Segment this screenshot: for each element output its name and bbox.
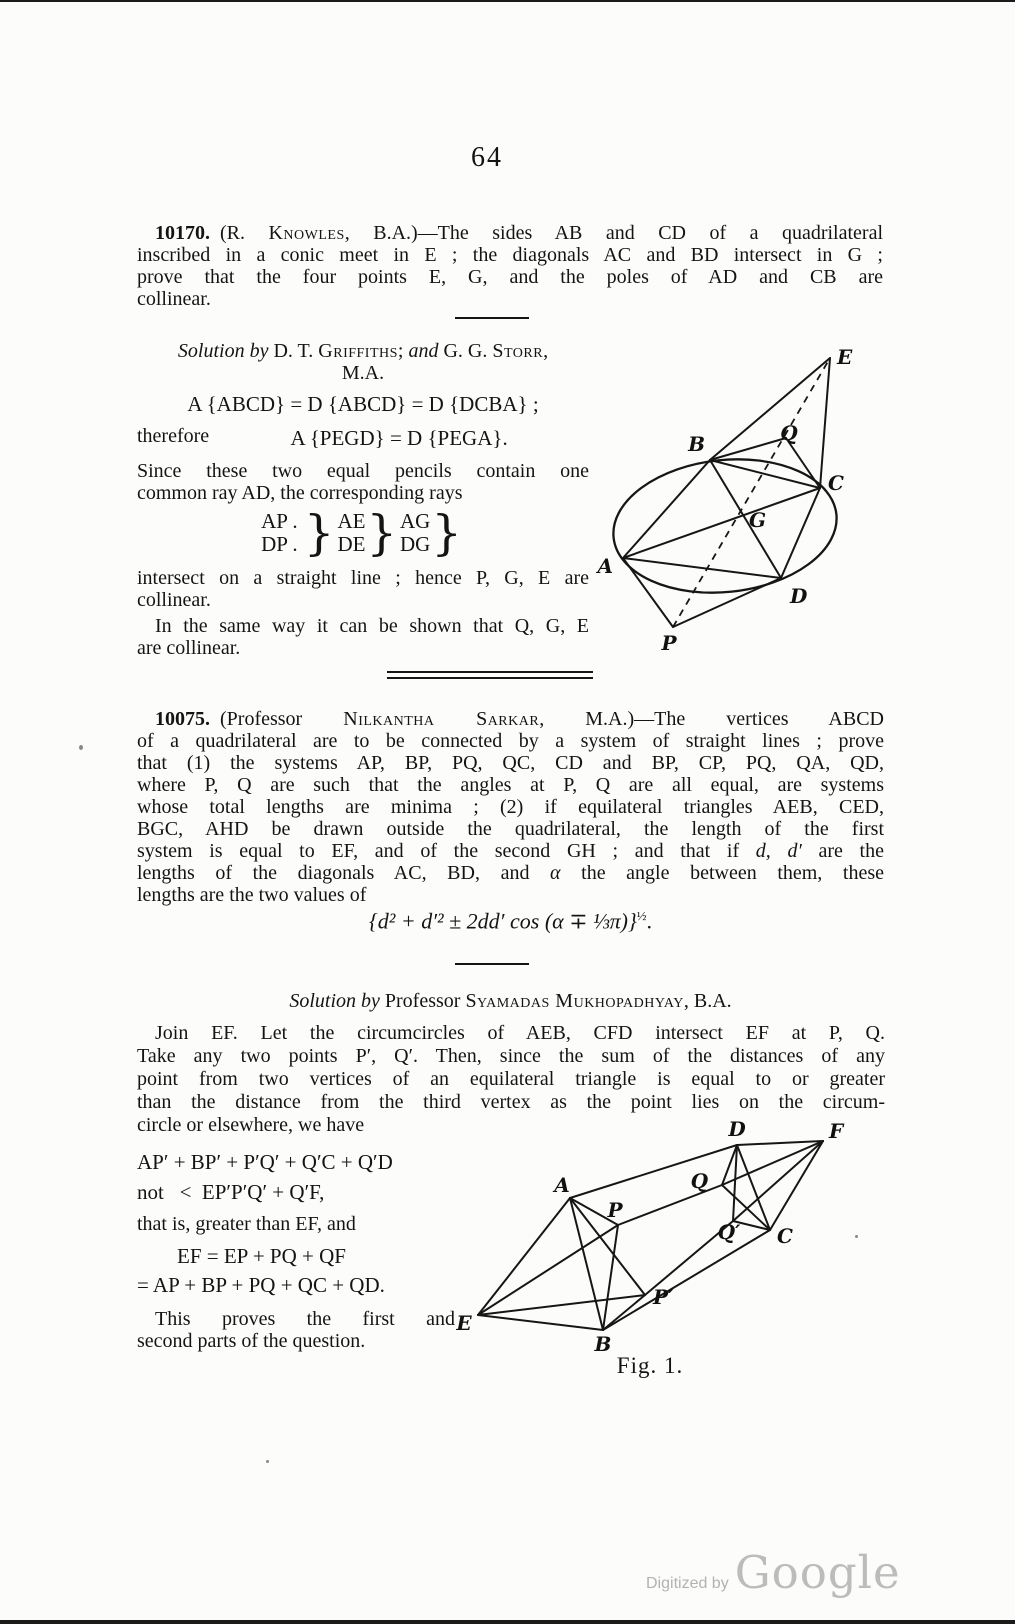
divider-rule-2 <box>455 963 529 965</box>
tangent-A-P <box>623 558 673 627</box>
problem-10075-number: 10075. <box>155 708 210 730</box>
solver-initials-2: G. G. <box>438 340 493 362</box>
separator-2: , <box>543 340 549 362</box>
problem-10075-text2: , M.A.)—The vertices ABCD <box>539 708 884 730</box>
point-label-Q2: Q <box>690 1169 708 1193</box>
tangent-D-P <box>673 578 781 627</box>
ray-DP: DP . <box>261 532 303 556</box>
point-label-P: P <box>661 631 677 655</box>
pencil-equation-2-row <box>137 425 589 451</box>
point-label-B: B <box>688 432 705 456</box>
and-word: and <box>408 340 439 362</box>
problem-10075-line6: BGC, AHD be drawn outside the quadrilateral, the length of the first <box>137 818 884 840</box>
corresponding-rays-block <box>137 505 589 561</box>
conclusion-line2: second parts of the question. <box>137 1330 366 1352</box>
figure-caption: Fig. 1. <box>616 1353 684 1378</box>
conclusion-line1: This proves the first and <box>155 1308 455 1330</box>
solution-2-para-line5: circle or elsewhere, we have <box>137 1114 365 1136</box>
page-number: 64 <box>471 142 503 173</box>
line-CF <box>770 1141 823 1230</box>
point-label-E: E <box>837 345 853 369</box>
line-EB <box>478 1315 603 1330</box>
EF-equation: EF = EP + PQ + QF <box>177 1244 346 1268</box>
author-name: Knowles <box>268 222 345 244</box>
solution-2-para-line3: point from two vertices of an equilateral triangle is equal to or greater <box>137 1068 885 1090</box>
problem-10170 <box>137 222 883 310</box>
solution-1-heading <box>137 340 589 362</box>
solution-1-heading-line2: M.A. <box>341 362 385 384</box>
problem-10170-number: 10170. <box>155 222 210 244</box>
solution-2-equations <box>137 1150 455 1352</box>
solver-initials-1: D. T. <box>268 340 319 362</box>
greater-than-EF-line: that is, greater than EF, and <box>137 1213 356 1235</box>
problem-10075-line3: that (1) the systems AP, BP, PQ, QC, CD and BP, CP, PQ, QA, QD, <box>137 752 884 774</box>
solution-2-para-line1: Join EF. Let the circumcircles of AEB, CFD intersect EF at P, Q. <box>155 1022 885 1044</box>
line-BC <box>603 1230 770 1330</box>
ray-DG: DG <box>400 532 431 556</box>
line-BP <box>603 1225 618 1330</box>
line8-post: the angle between them, these <box>560 862 884 884</box>
ray-AG: AG <box>400 509 431 533</box>
point-label-A: A <box>597 554 613 578</box>
conic-ellipse <box>607 449 844 604</box>
therefore-label: therefore <box>137 425 210 447</box>
line7-post: are the <box>801 840 884 862</box>
scan-edge-bottom <box>0 1620 1015 1624</box>
scan-edge-top <box>0 0 1015 2</box>
inequality-lhs: AP′ + BP′ + P′Q′ + Q′C + Q′D <box>137 1150 393 1174</box>
formula-exponent: ½ <box>636 908 647 923</box>
point-label-C2: C <box>777 1224 793 1248</box>
point-label-F: F <box>829 1119 844 1143</box>
problem-10170-line3: prove that the four points E, G, and the poles of AD and CB are <box>137 266 883 288</box>
conic-figure <box>575 330 895 662</box>
diagonal-AC <box>623 488 820 558</box>
line-EA <box>478 1198 570 1315</box>
professor-title: Professor <box>379 990 466 1012</box>
solution-10170 <box>137 340 589 659</box>
formula-period: . <box>646 908 653 934</box>
brace-3: } <box>431 505 462 561</box>
solver-name-3: Syamadas Mukhopadhyay <box>465 990 684 1012</box>
line-CD <box>737 1145 770 1230</box>
solution-2-para-line2: Take any two points P′, Q′. Then, since the sum of the distances of any <box>137 1045 885 1067</box>
problem-10170-text2: , B.A.)—The sides AB and CD of a quadrilateral <box>344 222 884 244</box>
problem-10075-line2: of a quadrilateral are to be connected by a system of straight lines ; prove <box>137 730 884 752</box>
chord-AD <box>623 558 781 578</box>
solution-1-para3-line2: are collinear. <box>137 637 241 659</box>
point-label-G: G <box>749 508 767 532</box>
problem-10075-line8 <box>137 862 884 884</box>
problem-10075-line7 <box>137 840 884 862</box>
problem-10170-line4: collinear. <box>137 288 211 310</box>
solution-1-para3-line1: In the same way it can be shown that Q, G, E <box>155 615 589 637</box>
solution-1-para1-line1: Since these two equal pencils contain one <box>137 460 589 482</box>
point-label-B2: B <box>594 1332 612 1356</box>
solution-1-para2-line1: intersect on a straight line ; hence P, G, E are <box>137 567 589 589</box>
separator: ; <box>397 340 409 362</box>
diagonal-symbols: d, d′ <box>755 840 802 862</box>
conic-figure-lines <box>607 358 844 627</box>
EF-equation-continued: = AP + BP + PQ + QC + QD. <box>137 1273 385 1297</box>
rays-col-2 <box>337 510 365 556</box>
solution-by-label-2: Solution by <box>289 990 380 1012</box>
rays-col-1 <box>261 510 303 556</box>
line8-pre: lengths of the diagonals AC, BD, and <box>137 862 551 884</box>
problem-10170-line2: inscribed in a conic meet in E ; the diagonals AC and BD intersect in G ; <box>137 244 883 266</box>
problem-10075-line5: whose total lengths are minima ; (2) if equilateral triangles AEB, CED, <box>137 796 884 818</box>
brace-2: } <box>366 505 398 561</box>
ray-AE: AE <box>337 509 366 533</box>
point-label-D: D <box>790 584 808 608</box>
point-label-E2: E <box>456 1311 472 1335</box>
formula-body: {d² + d′² ± 2dd′ cos (α ∓ ⅓π)} <box>368 908 637 934</box>
point-label-P2: P <box>607 1198 623 1222</box>
solution-2-heading <box>137 990 884 1013</box>
author-name-2: Nilkantha Sarkar <box>343 708 540 730</box>
ray-DE: DE <box>337 532 366 556</box>
scan-speck-1 <box>79 745 83 750</box>
point-label-P-prime: P′ <box>653 1285 674 1309</box>
fig-1-lines <box>478 1141 823 1330</box>
digitized-by-label: Digitized by <box>646 1575 729 1592</box>
line-Q-prime-F <box>733 1141 823 1221</box>
solution-by-label: Solution by <box>177 340 269 362</box>
problem-10075-line4: where P, Q are such that the angles at P, Q are all equal, are systems <box>137 774 884 796</box>
brace-1: } <box>303 505 335 561</box>
scan-speck-3 <box>266 1460 269 1463</box>
inequality-rhs: not < EP′P′Q′ + Q′F, <box>137 1180 325 1204</box>
fig-1-figure <box>450 1118 880 1368</box>
problem-10170-text: (R. <box>220 222 269 244</box>
scan-speck-2 <box>855 1235 858 1238</box>
length-formula <box>137 908 884 934</box>
pencil-equation-2: A {PEGD} = D {PEGA}. <box>290 426 508 450</box>
google-logo-text: Google <box>734 1546 901 1599</box>
ray-AP: AP . <box>261 509 303 533</box>
point-label-D2: D <box>728 1118 746 1141</box>
solution-1-para1-line2: common ray AD, the corresponding rays <box>137 482 463 504</box>
solution-1-para2-line2: collinear. <box>137 589 211 611</box>
point-label-Q-prime: Q′ <box>717 1220 741 1244</box>
point-label-C: C <box>828 471 844 495</box>
solver-degree: , B.A. <box>683 990 732 1012</box>
angle-symbol: α <box>550 862 561 884</box>
pencil-equation-1: A {ABCD} = D {ABCD} = D {DCBA} ; <box>187 392 539 416</box>
line7-pre: system is equal to EF, and of the second GH ; and that if <box>137 840 756 862</box>
problem-10075-line1 <box>137 708 884 730</box>
solution-2-para-line4: than the distance from the third vertex as the point lies on the circum- <box>137 1091 885 1113</box>
rays-col-3 <box>400 510 430 556</box>
diagonal-BD <box>710 460 781 578</box>
point-label-Q: Q <box>780 421 798 445</box>
solver-name-2: Storr <box>492 340 544 362</box>
watermark <box>646 1546 901 1599</box>
divider-rule-double <box>387 671 593 679</box>
problem-10075 <box>137 708 884 906</box>
divider-rule-1 <box>455 317 529 319</box>
problem-10075-text: (Professor <box>220 708 344 730</box>
point-label-A2: A <box>554 1173 570 1197</box>
line-AD <box>570 1145 737 1198</box>
line-DF <box>737 1141 823 1145</box>
solver-name-1: Griffiths <box>318 340 398 362</box>
problem-10075-line9: lengths are the two values of <box>137 884 367 906</box>
problem-10170-line1 <box>137 222 883 244</box>
